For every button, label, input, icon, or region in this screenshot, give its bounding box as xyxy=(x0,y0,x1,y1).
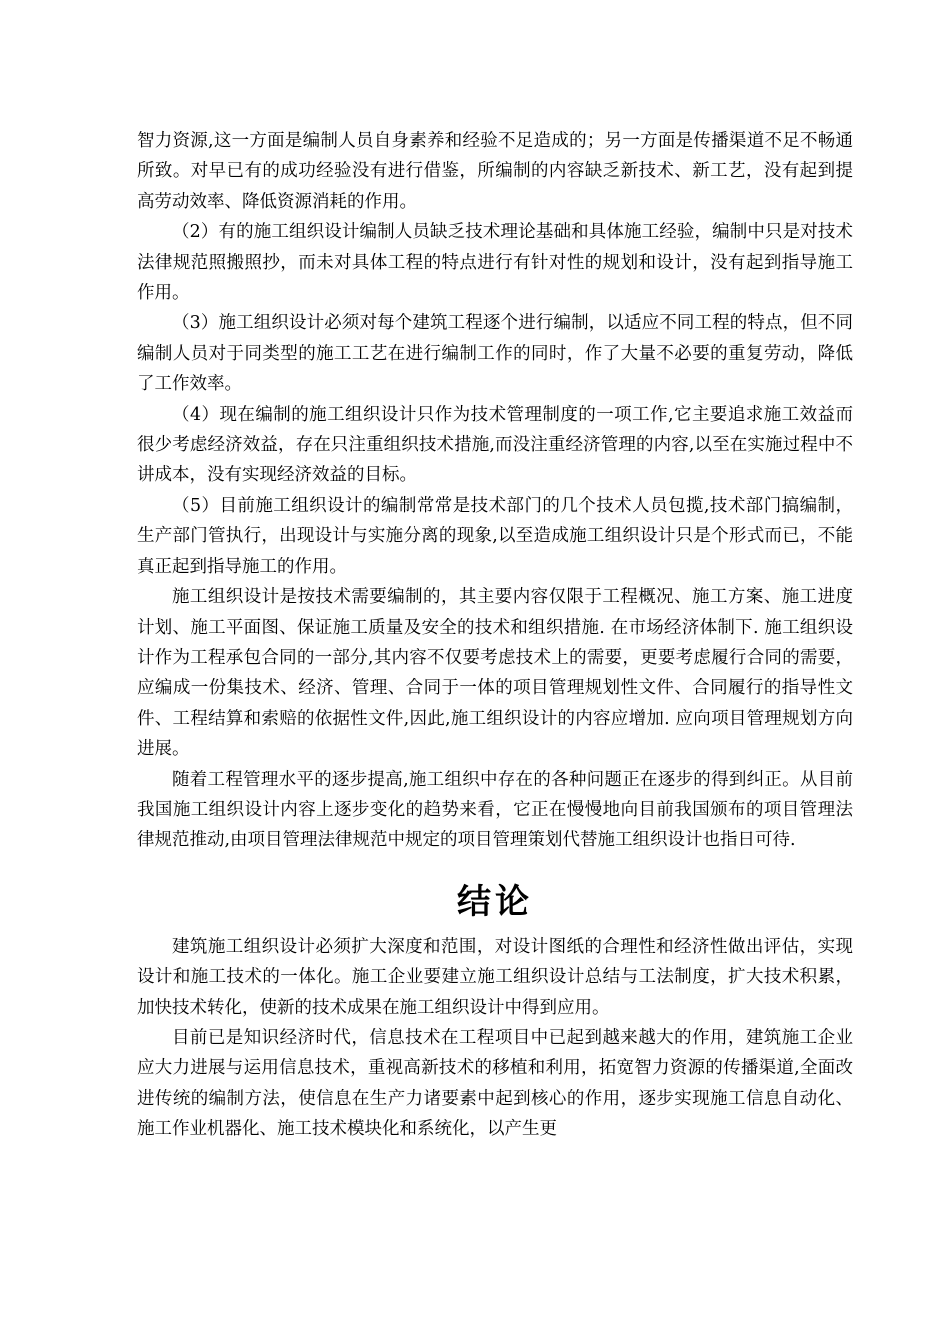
conclusion-heading: 结论 xyxy=(457,881,533,922)
document-body xyxy=(137,126,853,1145)
paragraph-continuation: 智力资源,这一方面是编制人员自身素养和经验不足造成的；另一方面是传播渠道不足不畅通所致。对早已有的成功经验没有进行借鉴，所编制的内容缺乏新技术、新工艺，没有起到提高劳动效率、降低资源消耗的作用。 xyxy=(137,131,853,212)
conclusion-paragraph-1: 建筑施工组织设计必须扩大深度和范围，对设计图纸的合理性和经济性做出评估，实现设计和施工技术的一体化。施工企业要建立施工组织设计总结与工法制度，扩大技术积累，加快技术转化，使新的技术成果在施工组织设计中得到应用。 xyxy=(137,936,853,1018)
conclusion-paragraph-2: 目前已是知识经济时代，信息技术在工程项目中已起到越来越大的作用，建筑施工企业应大力进展与运用信息技术，重视高新技术的移植和利用，拓宽智力资源的传播渠道,全面改进传统的编制方法，使信息在生产力诸要素中起到核心的作用，逐步实现施工信息自动化、施工作业机器化、施工技术模块化和系统化，以产生更 xyxy=(137,1027,853,1140)
paragraph-item-3: （3）施工组织设计必须对每个建筑工程逐个进行编制，以适应不同工程的特点，但不同编制人员对于同类型的施工工艺在进行编制工作的同时，作了大量不必要的重复劳动，降低了工作效率。 xyxy=(137,313,853,395)
paragraph-item-2: （2）有的施工组织设计编制人员缺乏技术理论基础和具体施工经验，编制中只是对技术法律规范照搬照抄，而未对具体工程的特点进行有针对性的规划和设计，没有起到指导施工作用。 xyxy=(137,222,853,304)
paragraph-item-4: （4）现在编制的施工组织设计只作为技术管理制度的一项工作,它主要追求施工效益而很少考虑经济效益，存在只注重组织技术措施,而没注重经济管理的内容,以至在实施过程中不讲成本，没有实现经济效益的目标。 xyxy=(137,404,853,486)
paragraph-trend: 随着工程管理水平的逐步提高,施工组织中存在的各种问题正在逐步的得到纠正。从目前我国施工组织设计内容上逐步变化的趋势来看，它正在慢慢地向目前我国颁布的项目管理法律规范推动,由项目管理法律规范中规定的项目管理策划代替施工组织设计也指日可待. xyxy=(137,769,853,851)
paragraph-content-scope: 施工组织设计是按技术需要编制的，其主要内容仅限于工程概况、施工方案、施工进度计划、施工平面图、保证施工质量及安全的技术和组织措施. 在市场经济体制下. 施工组织设计作为工程承包合同的一部分,其内容不仅要考虑技术上的需要，更要考虑履行合同的需要，应编成一份集技术、经济、管理、合同于一体的项目管理规划性文件、合同履行的指导性文件、工程结算和索赔的依据性文件,因此,施工组织设计的内容应增加. 应向项目管理规划方向进展。 xyxy=(137,587,853,760)
paragraph-item-5: （5）目前施工组织设计的编制常常是技术部门的几个技术人员包揽,技术部门搞编制，生产部门管执行，出现设计与实施分离的现象,以至造成施工组织设计只是个形式而已，不能真正起到指导施工的作用。 xyxy=(137,495,853,577)
